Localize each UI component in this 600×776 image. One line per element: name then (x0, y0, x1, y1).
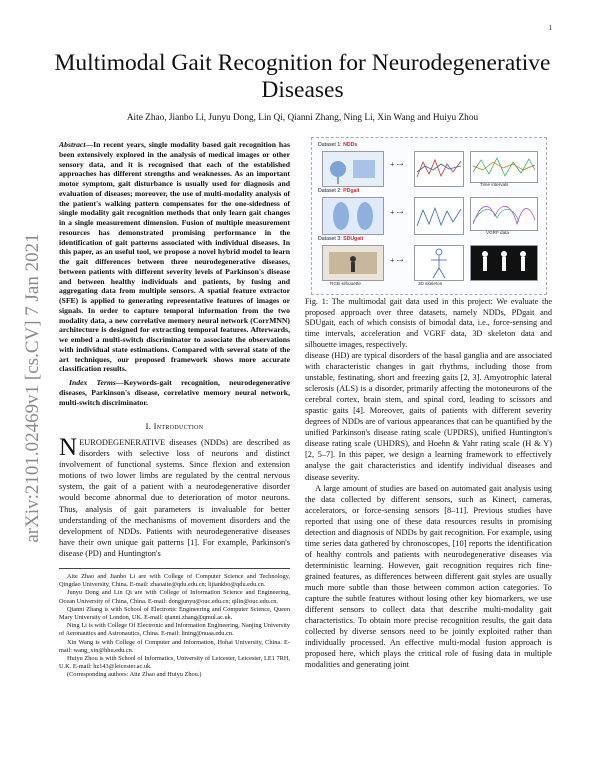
footnote: Aite Zhao and Jianbo Li are with College of Computer Science and Technology, Qingdao University, China. E-mail: zhaoaite@qdu.edu.cn; lijiankbo@qdu.edu.cn. (59, 573, 290, 589)
dataset-label: Dataset 2: PDgait (318, 188, 360, 194)
foot-sensor-thumbnail (322, 197, 384, 235)
skeleton-thumbnail (414, 245, 464, 281)
time-intervals-plot (470, 151, 538, 183)
index-terms-text: —Keywords-gait recognition, neurodegenerative diseases, Parkinson's disease, correlative memory neural network, multi-switch discriminator. (59, 378, 290, 407)
figure-row-ndds (318, 142, 540, 190)
figure-caption: Fig. 1: The multimodal gait data used in this project: We evaluate the proposed approach over three datasets, namely NDDs, PDgait and SDUgait, each of which consists of bimodal data, i.e., force-sensing and time intervals, acceleration and VGRF data, 3D skeleton data and silhouette images, respectively. (305, 297, 552, 349)
figure-sub-label: Time intervals (480, 182, 509, 187)
figure-row-sdugait (318, 236, 540, 292)
dataset-label: Dataset 3: SDUgait (318, 236, 364, 242)
figure-sub-label: 3D skeleton (418, 281, 443, 286)
paper-title: Multimodal Gait Recognition for Neurodegenerative Diseases (54, 50, 551, 103)
footnote: Ning Li is with College Of Electronic and Information Engineering, Nanjing University of Aeronautics and Astronautics, China. E-mail: lining@nuaa.edu.cn. (59, 622, 290, 638)
abstract (59, 140, 290, 374)
intro-paragraph (59, 434, 290, 559)
left-column (59, 140, 290, 559)
figure-sub-label: RGB silhouette (330, 281, 361, 286)
arxiv-stamp (20, 198, 46, 578)
section-heading-introduction: I. Introduction (145, 421, 204, 432)
abstract-lead: Abstract (59, 140, 86, 149)
index-terms (59, 378, 290, 407)
footnote: Junyu Dong and Lin Qi are with College of Information Science and Engineering, Ocean University of China, China. E-mail: dongjunyu@ouc.edu.cn; qilin@ouc.edu.cn. (59, 589, 290, 605)
footnotes (59, 568, 290, 680)
index-terms-lead: Index Terms (69, 378, 116, 387)
abstract-text: —In recent years, single modality based gait recognition has been extensively explored in the analysis of medical images or other sensory data, and it is recognised that each of the established approaches has different strengths and weaknesses. As an important motor symptom, gait disturbance is usually used for diagnosis and evaluation of diseases; moreover, the use of multi-modality analysis of the patient's walking pattern compensates for the one-sidedness of single modality gait recognition methods that only learn gait changes in a single measurement dimension. Fusion of multiple measurement resources has demonstrated promising performance in the identification of gait patterns associated with individual diseases. In this paper, as an useful tool, we propose a novel hybrid model to learn the gait differences between three neurodegenerative diseases, between patients with different severity levels of Parkinson's disease and between healthy individuals and patients, by fusing and aggregating data from multiple sensors. A spatial feature extractor (SFE) is applied to generating representative features of images or signals. In order to capture temporal information from the two modality data, a new correlative memory neural network (CorrMNN) architecture is designed for extracting temporal features. Afterwards, we embed a multi-switch discriminator to associate the observations with individual state estimations. Compared with several state of the art techniques, our proposed framework shows more accurate classification results. (59, 140, 290, 374)
right-column-text (305, 350, 552, 670)
vgrf-plot (470, 197, 538, 231)
arxiv-stamp-text: arXiv:2101.02469v1 [cs.CV] 7 Jan 2021 (22, 233, 43, 543)
figure-sub-label: VGRF data (486, 230, 509, 235)
plus-arrow-icon: + ⇢ (390, 256, 404, 265)
author-list: Aite Zhao, Jianbo Li, Junyu Dong, Lin Qi, Qianni Zhang, Ning Li, Xin Wang and Huiyu Zhou (126, 113, 479, 123)
rgb-camera-thumbnail (322, 245, 384, 281)
footnote: Xin Wang is with College of Computer and Information, Hohai University, China. E-mail: wang_xin@hhu.edu.cn. (59, 638, 290, 654)
figure-row-pdgait (318, 188, 540, 238)
acceleration-plot-thumbnail (414, 197, 464, 235)
figure-1 (311, 137, 547, 295)
plus-arrow-icon: + ⇢ (390, 160, 404, 169)
page-number: 1 (548, 24, 552, 32)
footnote: Qianni Zhang is with School of Electronic Engineering and Computer Science, Queen Mary University of London, UK. E-mail: qianni.zhang@qmul.ac.uk. (59, 605, 290, 622)
footnote: Huiyu Zhou is with School of Informatics, University of Leicester, Leicester, LE1 7RH, U.K. E-mail: hz143@leicester.ac.uk. (59, 655, 290, 671)
intro-first-word: EURODEGENERATIVE (79, 438, 166, 448)
sensor-image-thumbnail (322, 151, 384, 187)
silhouette-images (470, 245, 538, 281)
drop-cap: N (59, 434, 78, 462)
footnote: (Corresponding authors: Aite Zhao and Huiyu Zhou.) (67, 671, 202, 679)
signal-plot-thumbnail (414, 151, 464, 187)
intro-text: diseases (NDDs) are described as disorders with selective loss of neurons and distinct involvement of functional systems. Since flexion and extension motions of two lower limbs are regulated by the central nervous system, the gait of a patient with a neurodegenerative disorder would become abnormal due to deterioration of motor neurons. Thus, analysis of gait parameters is invaluable for better understanding of the mechanisms of movement disorders and the development of NDDs. Patients with neurodegenerative diseases have their own unique gait patterns [1]. For example, Parkinson's disease (PD) and Huntington's (59, 438, 290, 558)
plus-arrow-icon: + ⇢ (390, 208, 404, 217)
body-paragraph: disease (HD) are typical disorders of the basal ganglia and are associated with characteristic changes in gait rhythms, including those from unstable, festinating, short and freezing gaits [2, 3]. Amyotrophic lateral sclerosis (ALS) is a disorder, primarily affecting the motoneurons of the cerebral cortex, brain stem, and spinal cord, leading to scissors and spastic gaits [4]. Moreover, gaits of patients with different severity degrees of NDDs are of various appearances that can be quantified by the unified Parkinson's disease rating scale (UPDRS), unified Huntington's disease rating scale (UHDRS), and Hoehn & Yahr rating scale (H & Y) [2, 5–7]. In this paper, we design a learning framework to effectively analyse the gait characteristics and identify individual diseases and disease severity. (305, 351, 552, 482)
dataset-label: Dataset 1: NDDs (318, 142, 358, 148)
body-paragraph: A large amount of studies are based on automated gait analysis using the data collected by different sensors, such as Kinect, cameras, accelerators, or force-sensing sensors [8–11]. Previous studies have reported that using one of these data resources results in promising detection and diagnosis of NDDs by gait recognition. For example, using time series data gathered by chronoscopes, [10] reports the identification of healthy controls and patients with neurodegenerative diseases via deterministic learning. However, gait recognition requires rich fine-grained features, as differences between different gait styles are usually much more subtle than those between common action categories. To capture the subtle features without losing other key biomarkers, we use different sensors to collect data that describe multi-modality gait characteristics. To obtain more precise recognition results, the gait data collected by diverse sensors need to be jointly exploited rather than individually processed. An effective multi-modal fusion approach is proposed here, which plays the critical role of fusing data in multiple modalities and generating joint (305, 483, 552, 670)
